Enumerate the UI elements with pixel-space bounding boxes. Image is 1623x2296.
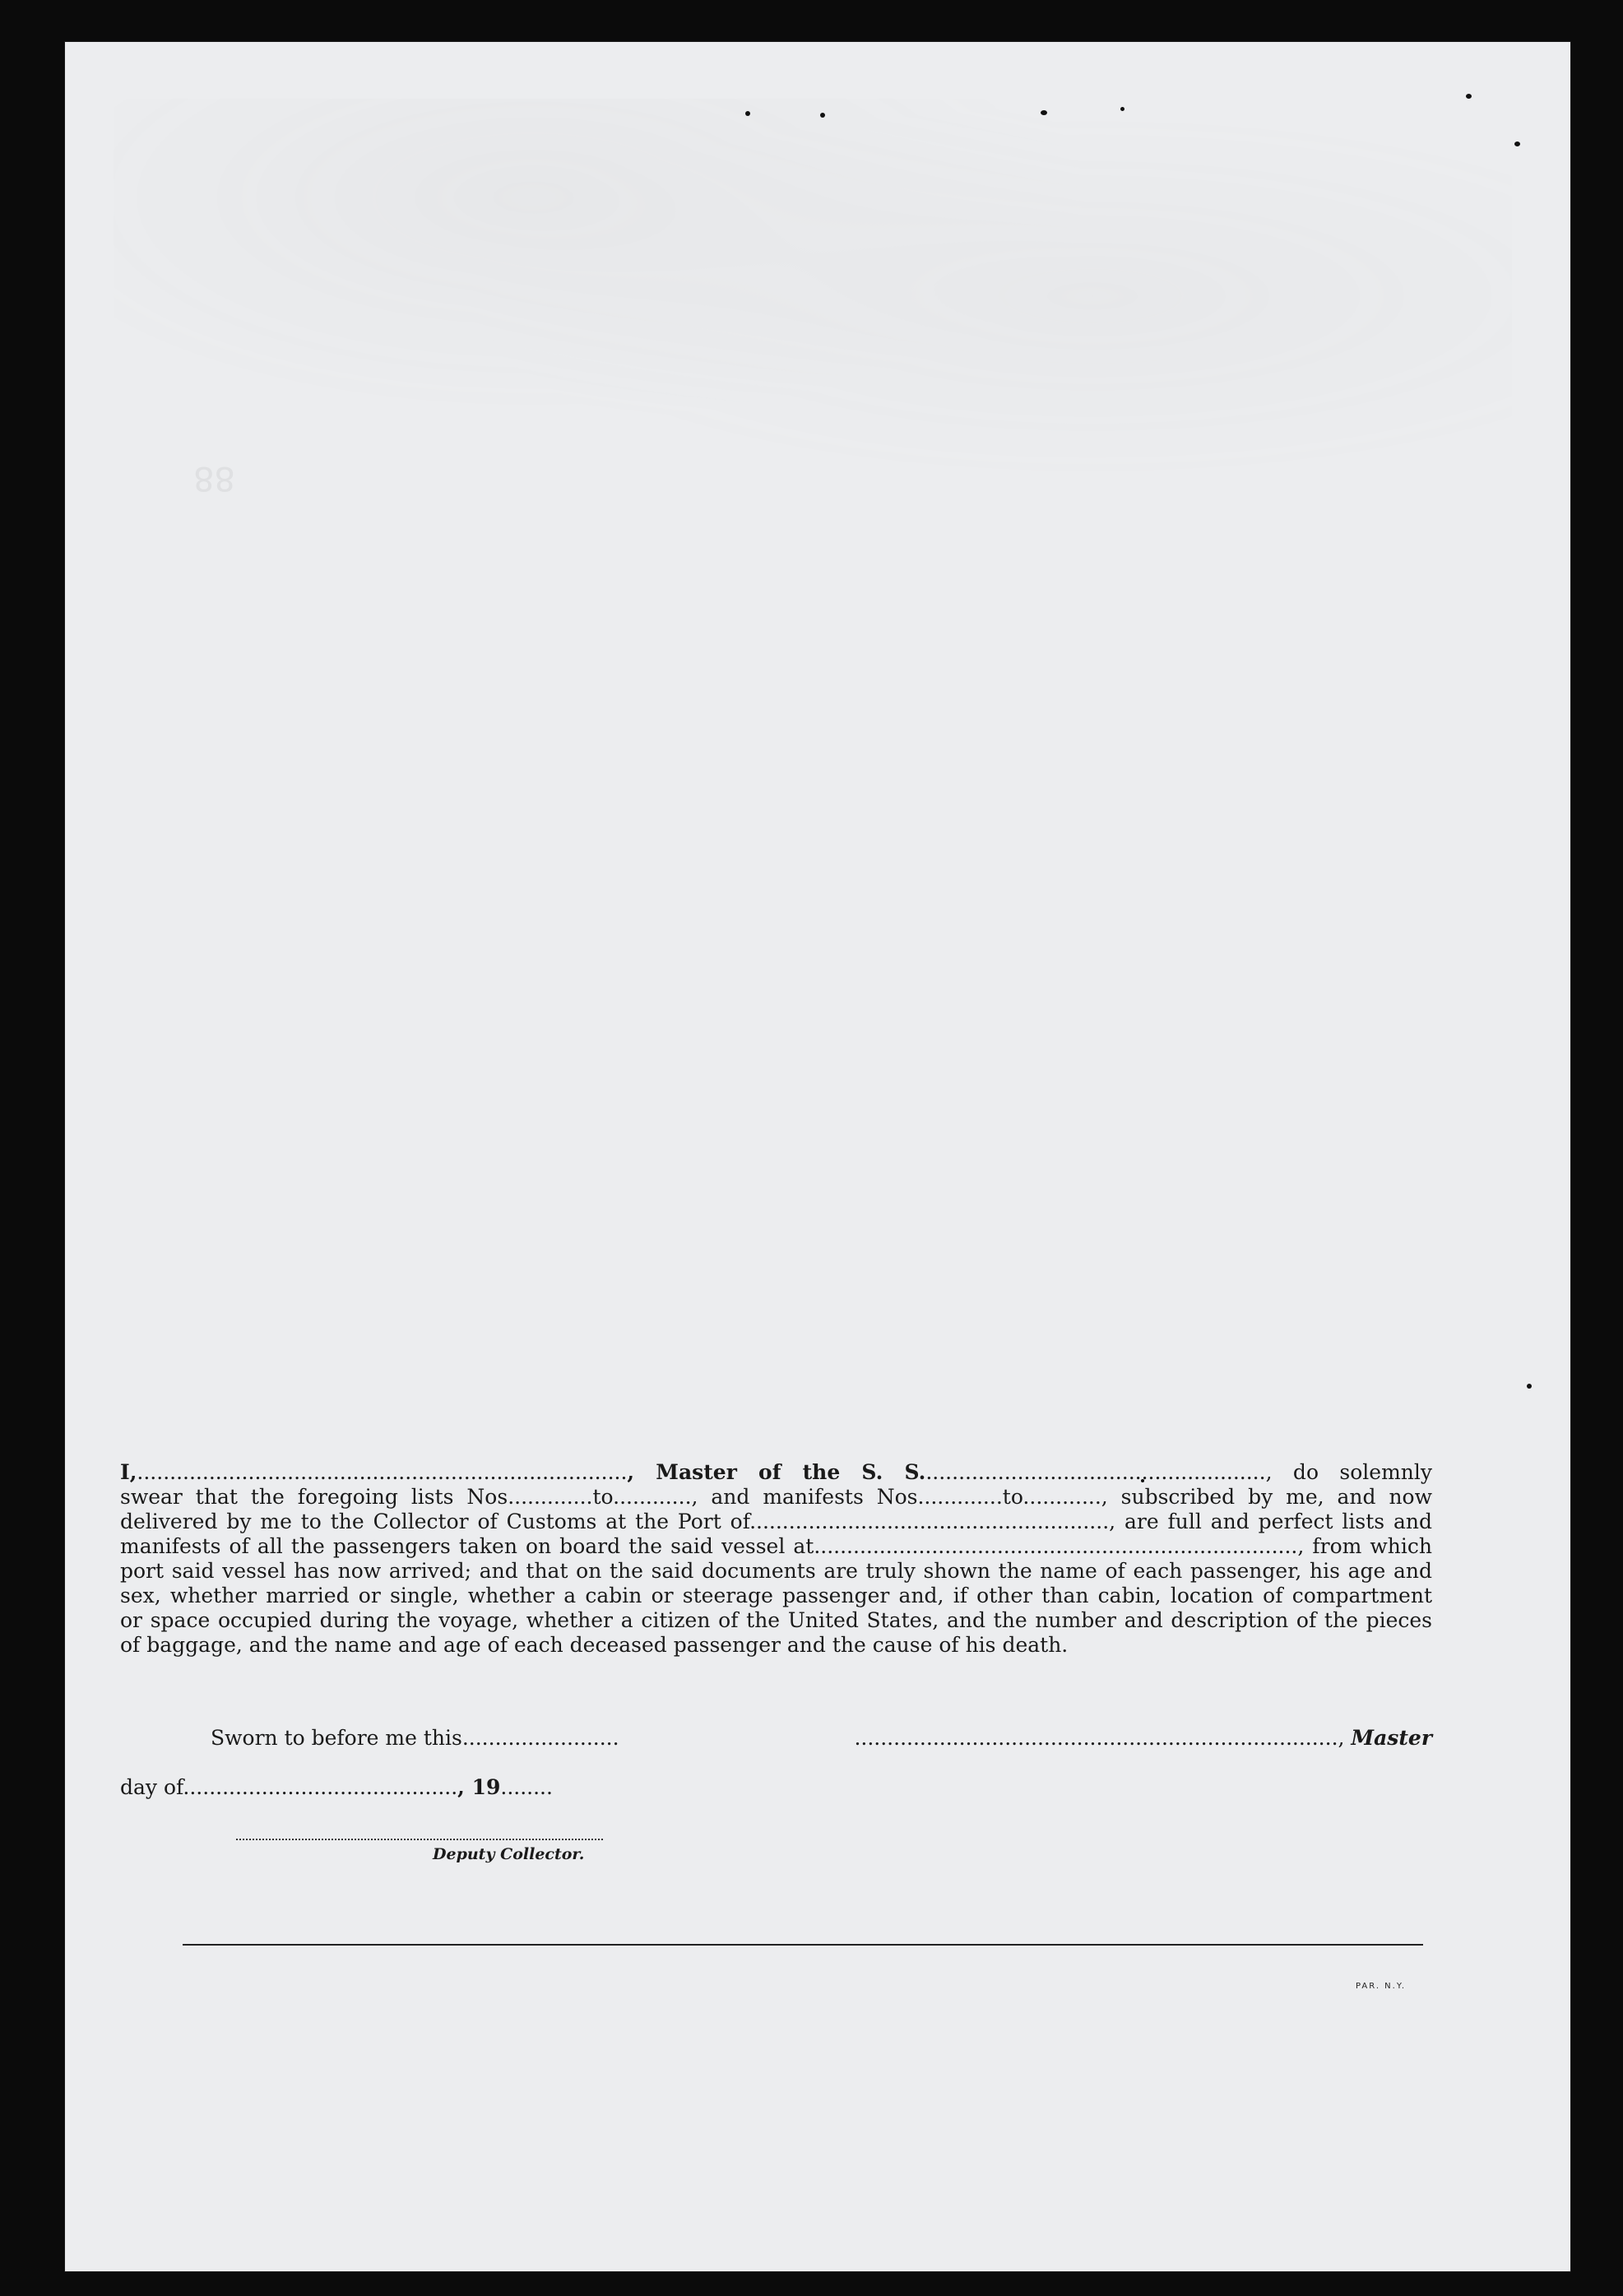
oath-line-1 <box>120 1460 1432 1485</box>
do-solemnly: , do solemnly <box>1265 1460 1432 1484</box>
day-prefix: day of <box>120 1775 183 1799</box>
master-oath-paragraph <box>120 1460 1432 1658</box>
horizontal-rule <box>183 1944 1423 1946</box>
master-of-ss: , Master of the S. S. <box>627 1460 926 1484</box>
speck <box>1120 107 1125 111</box>
speck <box>820 113 825 118</box>
sworn-date-blank: ........................ <box>461 1726 619 1750</box>
bleed-through-page-number: 88 <box>193 459 235 497</box>
printer-mark: PAR. N.Y. <box>1356 1982 1407 1991</box>
reverse-bleed-through <box>114 99 1512 592</box>
master-signature <box>854 1726 1432 1750</box>
oath-line-2: swear that the foregoing lists Nos.............to............, and manifests Nos.............to............, subscribed by me, and now <box>120 1485 1432 1509</box>
sworn-statement <box>211 1726 619 1750</box>
deputy-collector-label: Deputy Collector. <box>433 1845 585 1863</box>
master-signature-blank: .........................................................................., <box>854 1726 1345 1750</box>
oath-line-4: manifests of all the passengers taken on board the said vessel at.........................................................................., from which <box>120 1534 1432 1558</box>
master-label: Master <box>1351 1726 1432 1750</box>
oath-line-3: delivered by me to the Collector of Customs at the Port of......................................................., are full and perfect lists and <box>120 1510 1432 1533</box>
sworn-text: Sworn to before me this <box>211 1726 462 1750</box>
oath-line-5: port said vessel has now arrived; and that on the said documents are truly shown the name of each passenger, his age and <box>120 1559 1432 1583</box>
day-row <box>120 1775 553 1799</box>
year-label: , 19 <box>457 1775 501 1799</box>
oath-i: I, <box>120 1460 137 1484</box>
speck <box>1514 141 1520 146</box>
oath-line-8: of baggage, and the name and age of each deceased passenger and the cause of his death. <box>120 1633 1069 1657</box>
speck <box>1527 1384 1532 1389</box>
speck <box>745 111 750 116</box>
vessel-name-blank: .................................................... <box>925 1460 1266 1484</box>
day-blank: .......................................... <box>183 1775 458 1799</box>
document-page <box>64 41 1571 2272</box>
deputy-signature-line <box>236 1839 603 1840</box>
speck <box>1466 94 1472 99</box>
master-name-blank: ........................................................................... <box>137 1460 628 1484</box>
speck <box>1041 110 1047 115</box>
oath-line-6: sex, whether married or single, whether a cabin or steerage passenger and, if other than cabin, location of compartment <box>120 1584 1432 1607</box>
sworn-row <box>120 1726 1432 1754</box>
year-blank: ........ <box>500 1775 553 1799</box>
oath-line-7: or space occupied during the voyage, whether a citizen of the United States, and the number and description of the pieces <box>120 1608 1432 1632</box>
